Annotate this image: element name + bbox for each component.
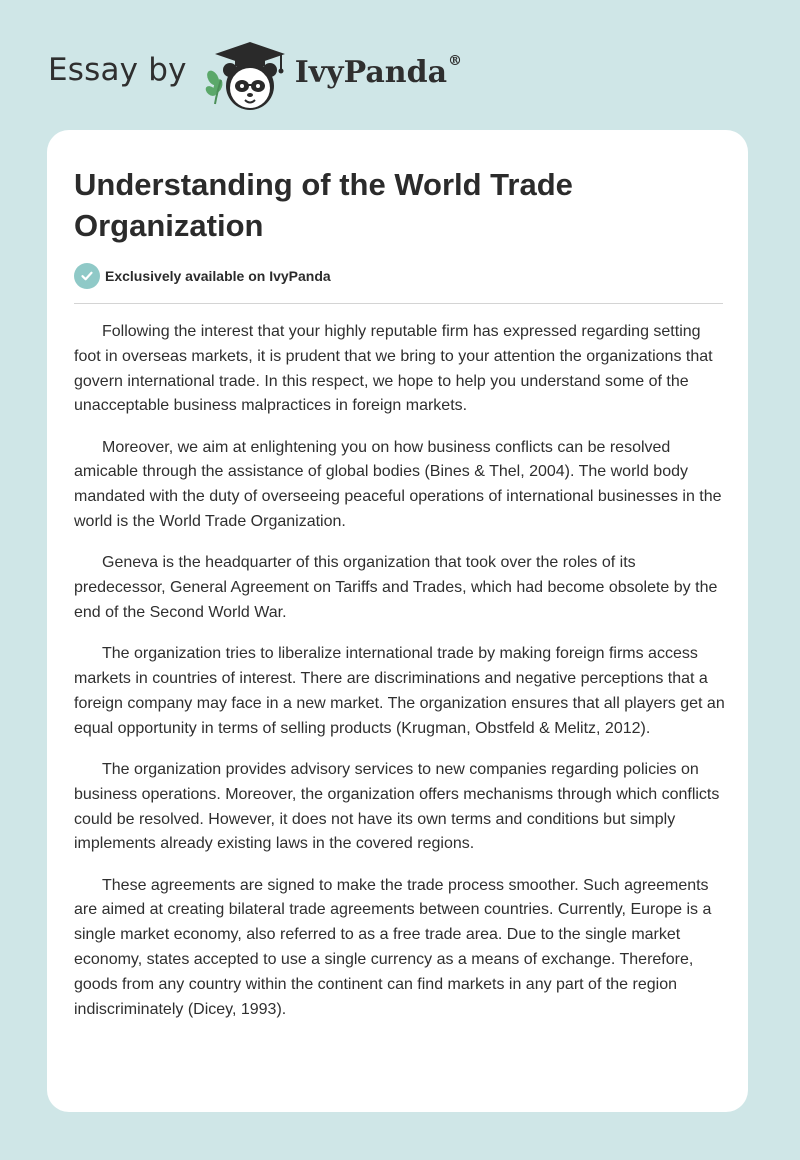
panda-graduate-icon[interactable] [201, 34, 291, 114]
exclusive-badge-label: Exclusively available on IvyPanda [105, 268, 331, 284]
essay-by-label: Essay by [48, 52, 187, 88]
site-header [48, 34, 462, 114]
paragraph: The organization tries to liberalize international trade by making foreign firms access markets in countries of interest. There are discriminations and negative perceptions that a foreign company may face in a new market. The organization ensures that all players get an equal opportunity in terms of selling products (Krugman, Obstfeld & Melitz, 2012). [74, 645, 725, 737]
exclusive-badge [74, 263, 331, 289]
registered-mark: ® [448, 52, 463, 69]
article-card [47, 130, 748, 1112]
paragraph: Moreover, we aim at enlightening you on how business conflicts can be resolved amicable through the assistance of global bodies (Bines & Thel, 2004). The world body mandated with the duty of overseeing peaceful operations of international businesses in the world is the World Trade Organization. [74, 438, 722, 531]
check-circle-icon [74, 263, 100, 289]
paragraph: Following the interest that your highly reputable firm has expressed regarding setting foot in overseas markets, it is prudent that we bring to your attention the organizations that govern international trade. In this respect, we hope to help you understand some of the unacceptable business malpractices in foreign markets. [74, 323, 713, 415]
paragraph: These agreements are signed to make the trade process smoother. Such agreements are aimed at creating bilateral trade agreements between countries. Currently, Europe is a single market economy, also referred to as a free trade area. Due to the single market economy, states accepted to use a single currency as a means of exchange. Therefore, goods from any country within the continent can find markets in any part of the region indiscriminately (Dicey, 1993). [74, 876, 712, 1018]
brand-label[interactable]: IvyPanda [294, 54, 448, 90]
brand-name[interactable] [294, 52, 463, 90]
article-body [74, 320, 726, 1039]
paragraph: The organization provides advisory services to new companies regarding policies on business operations. Moreover, the organization offers mechanisms through which conflicts could be resolved. However, it does not have its own terms and conditions but simply implements already existing laws in the covered regions. [74, 760, 720, 853]
page-title: Understanding of the World Trade Organization [74, 167, 573, 243]
paragraph: Geneva is the headquarter of this organization that took over the roles of its predecessor, General Agreement on Tariffs and Trades, which had become obsolete by the end of the Second World War. [74, 554, 718, 621]
divider [74, 303, 723, 304]
